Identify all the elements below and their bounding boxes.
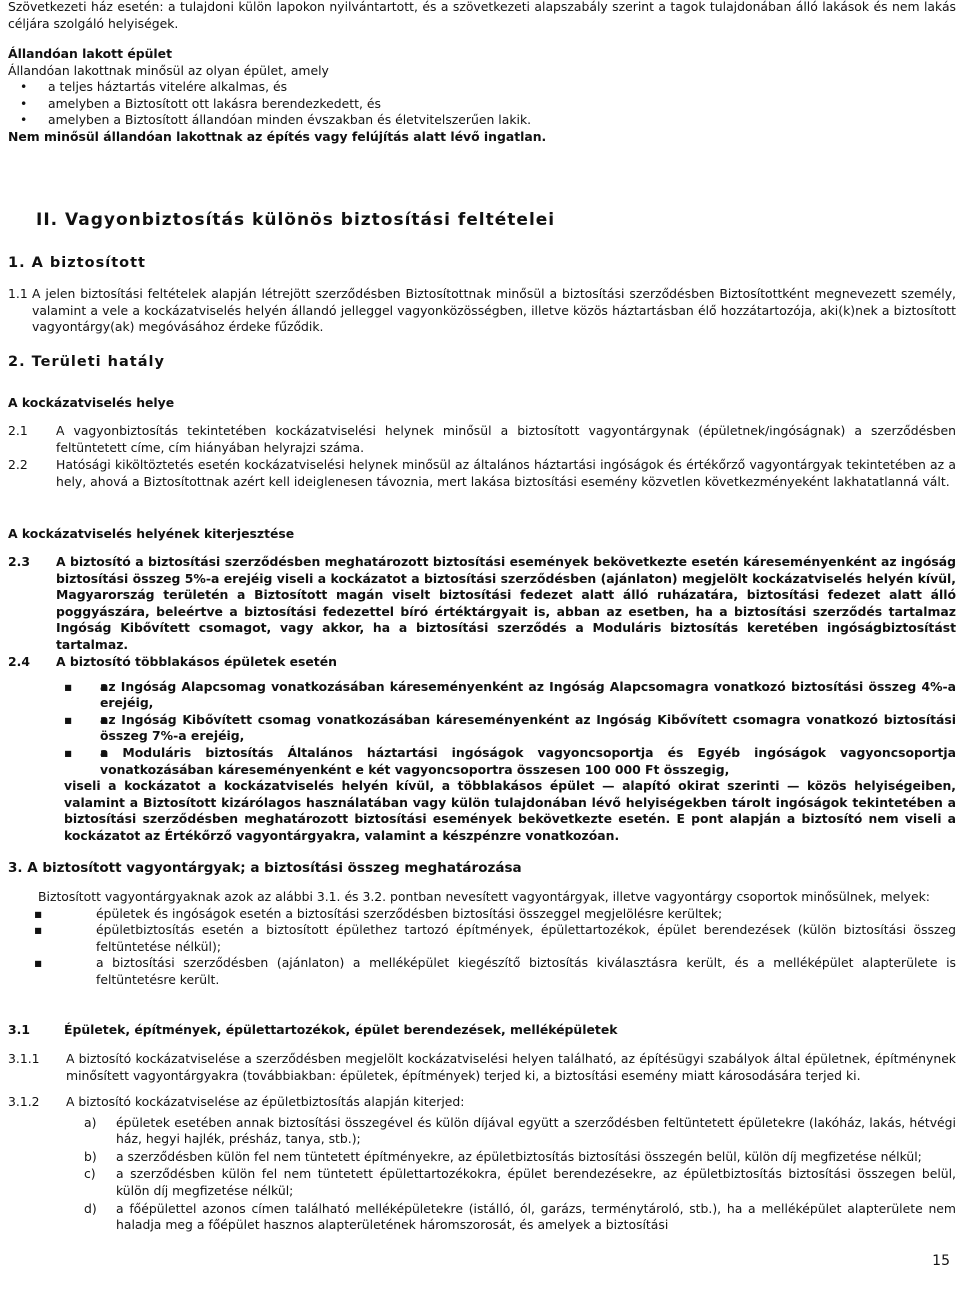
multiunit-item: ▪ ▪ az Ingóság Alapcsomag vonatkozásában káreseményenként az Ingóság Alapcsomagra vonatkozó biztosítási összeg 4%-a erejéig, — [100, 679, 956, 712]
section-3-lead: Biztosított vagyontárgyaknak azok az alábbi 3.1. és 3.2. pontban nevesített vagyontárgyak, illetve vagyontárgy csoportok minősülnek, melyek: — [38, 889, 930, 904]
para-text: A biztosító többlakásos épületek esetén — [56, 654, 337, 669]
residence-note: Nem minősül állandóan lakottnak az építés vagy felújítás alatt lévő ingatlan. — [8, 128, 547, 144]
permanent-residence-title: Állandóan lakott épület — [8, 46, 173, 61]
para-number: 1.1 — [8, 286, 28, 301]
para-number: 2.2 — [8, 457, 28, 472]
page-number: 15 — [932, 1253, 950, 1270]
residence-bullet: • amelyben a Biztosított ott lakásra berendezkedett, és — [8, 96, 956, 113]
para-2-1 — [8, 423, 956, 456]
coverage-item: d) a főépülettel azonos címen található melléképületekre (istálló, ól, garázs, terménytároló, stb.), ha a melléképület alapterülete nem haladja meg a főépület hasznos alapterületének háromszorosát, és amelyek a biztosítási — [84, 1200, 956, 1233]
coverage-item: a) épületek esetében annak biztosítási összegével és külön díjával együtt a szerződésben feltüntetett épületekre (lakóház, lakás, hétvégi ház, hegyi hajlék, présház, tanya, stb.); — [84, 1114, 956, 1147]
para-text: A jelen biztosítási feltételek alapján létrejött szerződésben Biztosítottnak minősül a biztosítási szerződésben Biztosítottként megnevezett személy, valamint a vele a kockázatviselés helyén állandó jelleggel vagyonközösségben, illetve közös háztartásban élő hozzátartozója, aki(k)nek a biztosított vagyontárgy(ak) megóvásához érdeke fűződik. — [32, 286, 956, 335]
section-3-body — [34, 889, 956, 989]
para-number: 2.1 — [8, 423, 28, 438]
para-text: A biztosító kockázatviselése az épületbiztosítás alapján kiterjed: — [66, 1094, 465, 1109]
para-tail: viseli a kockázatot a kockázatviselés helyén kívül, a többlakásos épület — alapító okirat szerinti — közös helyiségeiben, valamint a Biztosított kizárólagos használatában vagy külön tulajdonában lévő helyiségekben tárolt ingóságok tekintetében a biztosítási szerződésben meghatározott biztosítási események bekövetkezte esetén. E pont alapján a biztosító nem viseli a kockázatot az Értékőrző vagyontárgyakra, valamint a készpénzre vonatkozóan. — [64, 778, 956, 843]
residence-bullet: • a teljes háztartás vitelére alkalmas, és — [8, 79, 956, 96]
multiunit-item: ▪ ▪ a Moduláris biztosítás Általános háztartási ingóságok vagyoncsoportja és Egyéb ingóságok vagyoncsoportja vonatkozásában káreseményenként e két vagyoncsoportra összesen 100 000 Ft összegig, — [100, 745, 956, 778]
para-2-3 — [8, 554, 956, 654]
para-number: 3.1.2 — [8, 1094, 40, 1109]
para-text: A biztosító a biztosítási szerződésben meghatározott biztosítási események bekövetkezte esetén káreseményenként az ingóság biztosítási összeg 5%-a erejéig viseli a kockázatot a biztosítási szerződésben (ajánlaton) megjelölt kockázatviselés helyén kívül, Magyarország területén a Biztosított magán viselt biztosítási fedezet alatt álló ruházatára, biztosítási fedezet alatt álló poggyászára, beleértve a biztosítási fedezettel bíró értéktárgyait is, abban az esetben, ha a biztosítási szerződés tartalmaz Ingóság Kibővített csomagot, vagy akkor, ha a biztosítási szerződés a Moduláris biztosítás keretében ingóságbiztosítást tartalmaz. — [56, 554, 956, 652]
section-3-title: 3. A biztosított vagyontárgyak; a biztosítási összeg meghatározása — [8, 860, 522, 876]
asset-item: ▪ a biztosítási szerződésben (ajánlaton) a melléképület kiegészítő biztosítás kiválasztásra került, és a melléképület alapterülete is feltüntetésre került. — [34, 955, 956, 987]
asset-item: ▪ épületbiztosítás esetén a biztosított épülethez tartozó építmények, épülettartozékok, épület berendezések (külön biztosítási összeg feltüntetése nélkül); — [34, 922, 956, 954]
intro-paragraph: Szövetkezeti ház esetén: a tulajdoni külön lapokon nyilvántartott, és a szövetkezeti alapszabály szerint a tagok tulajdonában álló lakások és nem lakás céljára szolgáló helyiségek. — [8, 0, 956, 31]
subsection-title: A kockázatviselés helyének kiterjesztése — [8, 526, 295, 541]
part-title: II. Vagyonbiztosítás különös biztosítási feltételei — [36, 210, 556, 230]
subsection-3-1 — [8, 1022, 956, 1039]
multiunit-item: ▪ ▪ az Ingóság Kibővített csomag vonatkozásában káreseményenként az Ingóság Kibővített csomagra vonatkozó biztosítási összeg 7%-a erejéig, — [100, 712, 956, 745]
para-2-4 — [8, 654, 956, 845]
para-text: Hatósági kiköltöztetés esetén kockázatviselési helynek minősül az általános háztartási ingóságok és értékőrző vagyontárgyak tekintetében az a hely, ahová a Biztosítottnak azért kell ideiglenesen távoznia, mert lakása biztosítási esemény közvetlen következményeként lakhatatlanná vált. — [56, 457, 956, 489]
coverage-item: b) a szerződésben külön fel nem tüntetett építményekre, az épületbiztosítás biztosítási összegén belül, külön díj megfizetése nélkül; — [84, 1148, 922, 1164]
subsection-3-1-title: Épületek, építmények, épülettartozékok, épület berendezések, melléképületek — [64, 1022, 618, 1037]
para-3-1-2 — [8, 1094, 956, 1234]
section-2-title: 2. Területi hatály — [8, 354, 165, 370]
coverage-item: c) a szerződésben külön fel nem tüntetett épülettartozékokra, épület berendezésekre, az épületbiztosítás biztosítási összegen belül, külön díj megfizetése nélkül; — [84, 1166, 956, 1198]
para-2-2 — [8, 457, 956, 490]
para-number: 2.4 — [8, 654, 30, 669]
para-number: 2.3 — [8, 554, 30, 569]
para-text: A biztosító kockázatviselése a szerződésben megjelölt kockázatviselési helyen található, az építésügyi szabályok által épületnek, építménynek minősített vagyontárgyakra (továbbiakban: épületek, építmények) terjed ki, a biztosítási esemény miatt károsodására terjed ki. — [66, 1051, 956, 1083]
para-1-1 — [8, 286, 956, 336]
subsection-title: A kockázatviselés helye — [8, 395, 175, 410]
para-number: 3.1 — [8, 1022, 30, 1037]
para-3-1-1 — [8, 1051, 956, 1084]
permanent-residence-lead: Állandóan lakottnak minősül az olyan épület, amely — [8, 62, 329, 78]
asset-item: ▪ épületek és ingóságok esetén a biztosítási szerződésben biztosítási összeggel megjelölésre kerültek; — [34, 905, 723, 921]
para-number: 3.1.1 — [8, 1051, 40, 1066]
residence-bullet: • amelyben a Biztosított állandóan minden évszakban és életvitelszerűen lakik. — [8, 112, 956, 129]
section-1-title: 1. A biztosított — [8, 255, 146, 271]
permanent-residence-block — [8, 46, 956, 146]
para-text: A vagyonbiztosítás tekintetében kockázatviselési helynek minősül a biztosított vagyontárgynak (épületnek/ingóságnak) a szerződésben feltüntetett címe, cím hiányában helyrajzi száma. — [56, 423, 956, 455]
